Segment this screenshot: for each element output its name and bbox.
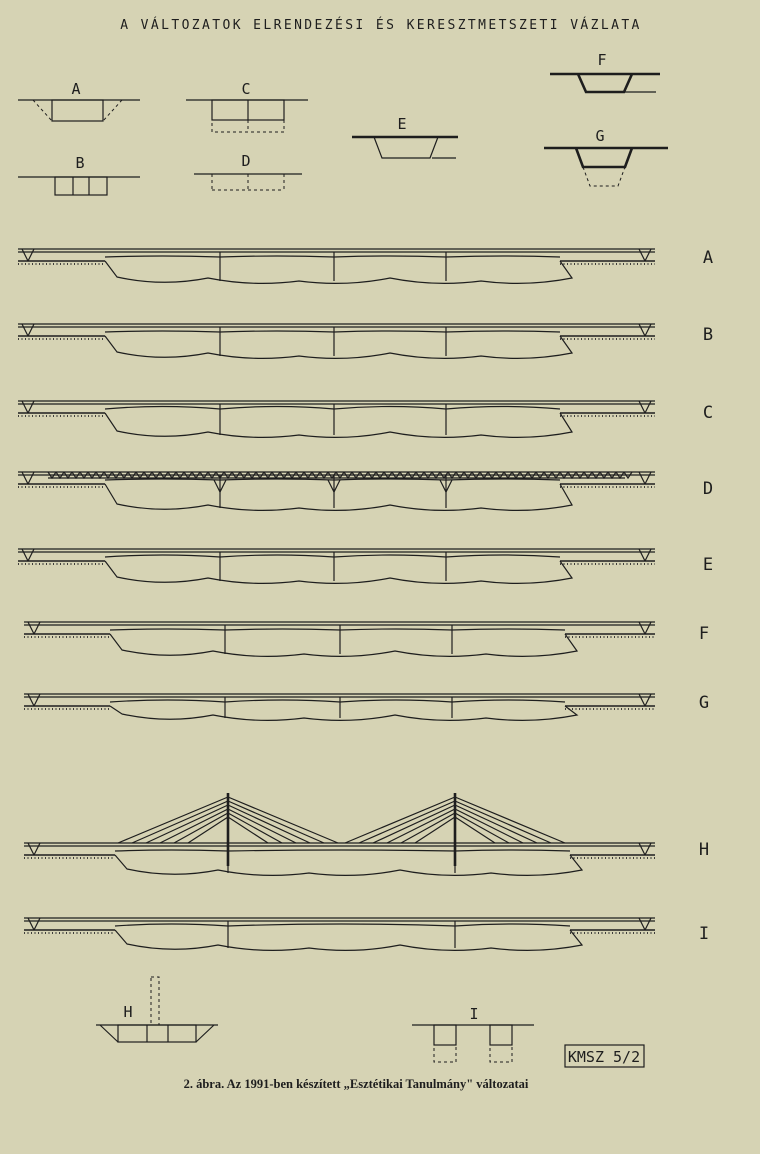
bridge-elevations (18, 249, 655, 950)
drawing-stamp (565, 1045, 644, 1067)
cross-section-label-b: B (75, 154, 85, 172)
cross-section-d (194, 152, 302, 190)
bridge-elevation-c (18, 401, 655, 437)
cross-section-a (18, 80, 140, 121)
row-label-i: I (698, 924, 710, 944)
row-label-c: C (702, 403, 714, 423)
cross-section-f (550, 51, 660, 92)
cross-section-c (186, 80, 308, 132)
cross-section-i (412, 1005, 534, 1062)
bridge-elevation-d (18, 472, 655, 510)
row-label-g: G (698, 693, 710, 713)
cross-section-label-d: D (241, 152, 251, 170)
row-label-b: B (702, 325, 714, 345)
cross-section-label-c: C (241, 80, 251, 98)
cable-stays-h (118, 793, 565, 866)
cross-section-b (18, 154, 140, 195)
row-label-e: E (702, 555, 714, 575)
bridge-elevation-i (24, 918, 655, 950)
cross-section-e (352, 115, 458, 158)
bridge-elevation-h (24, 843, 655, 875)
bridge-elevation-b (18, 324, 655, 358)
bridge-elevation-a (18, 249, 655, 283)
cross-section-label-h: H (123, 1003, 133, 1021)
cross-section-label-g: G (595, 127, 605, 145)
row-label-a: A (702, 248, 714, 268)
cross-section-label-f: F (597, 51, 607, 69)
cross-section-label-i: I (469, 1005, 479, 1023)
row-label-d: D (702, 479, 714, 499)
cross-section-h (96, 977, 218, 1042)
figure-caption: 2. ábra. Az 1991-ben készített „Esztétikai Tanulmány" változatai (183, 1077, 529, 1091)
bridge-elevation-f (24, 622, 655, 656)
cross-section-label-e: E (397, 115, 407, 133)
row-labels (699, 248, 713, 944)
drawing-title: A VÁLTOZATOK ELRENDEZÉSI ÉS KERESZTMETSZETI VÁZLATA (120, 18, 642, 33)
cross-section-g (544, 127, 668, 186)
bridge-elevation-e (18, 549, 655, 583)
cross-section-label-a: A (71, 80, 81, 98)
row-label-h: H (698, 840, 710, 860)
bridge-elevation-g (24, 694, 655, 720)
stamp-text: KMSZ 5/2 (567, 1048, 641, 1066)
row-label-f: F (698, 624, 710, 644)
